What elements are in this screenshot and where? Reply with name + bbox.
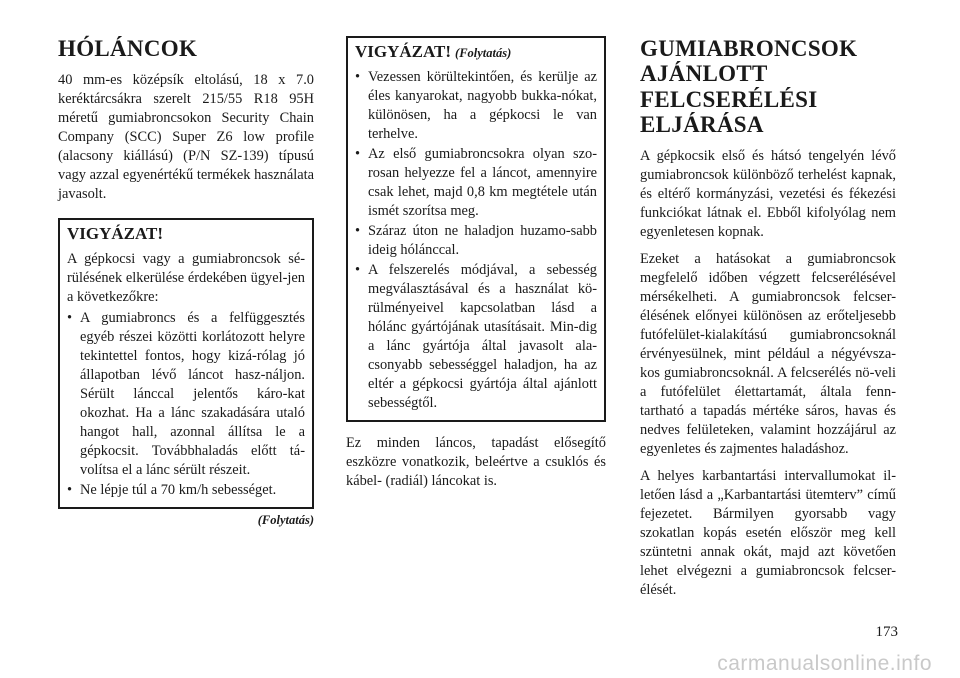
continued-note: (Folytatás): [257, 513, 314, 528]
section-title-tire-rotation: [640, 36, 896, 137]
warning-item: • Száraz úton ne haladjon huzamo-sabb ideig hólánccal.: [355, 222, 597, 260]
warning-item: • A felszerelés módjával, a sebesség megválasztásával és a használat kö-rülményeivel kapcsolatban lásd a hólánc gyártójának utasításait. Min-dig a lánc gyártója által javasolt ala-csonyabb sebességgel haladjon, ha az eltér a gépkocsi gyártója által ajánlott sebességtől.: [355, 261, 597, 413]
warning-title-text: VIGYÁZAT!: [355, 42, 452, 61]
chains-note: Ez minden láncos, tapadást elősegítő eszközre vonatkozik, beleértve a csuklós és kábel- (radiál) láncokat is.: [346, 435, 606, 489]
column-right: [640, 36, 896, 608]
warning-item: • Az első gumiabroncsokra olyan szo-rosan helyezze fel a láncot, amennyire csak lehet, majd 0,8 km megtétele után ismét szorítsa meg.: [355, 145, 597, 221]
snow-chains-intro: 40 mm-es középsík eltolású, 18 x 7.0 keréktárcsákra szerelt 215/55 R18 95H méretű gumiabroncsokon Security Chain Company (SCC) Super Z6 low profile (alacsony kiállású) (P/N SZ-139) típusú vagy azzal egyenértékű termékek használata javasolt.: [58, 72, 314, 203]
warning-item: • Vezessen körültekintően, és kerülje az éles kanyarokat, nagyobb bukka-nókat, különösen, ha a gépkocsi le van terhelve.: [355, 68, 597, 144]
title-line: FELCSERÉLÉSI: [640, 86, 818, 112]
title-line: AJÁNLOTT: [640, 61, 768, 87]
warning-item: • A gumiabroncs és a felfüggesztés egyéb részei közötti korlátozott helyre tekintettel fontos, hogy kizá-rólag jó állapotban lévő láncot hasz-náljon. Sérült lánccal jelentős káro-kat okozhat. Ha a lánc szakadására utaló hangot hall, azonnal állítsa le a gépkocsit. Továbbhaladás előtt tá-volítsa el a lánc sérült részeit.: [67, 309, 305, 480]
watermark: carmanualsonline.info: [717, 652, 932, 675]
warning-list: [355, 68, 597, 413]
rotation-paragraph: Ezeket a hatásokat a gumiabroncsok megfelelő időben végzett felcserélésével mérsékelheti. A gumiabroncsok felcser-élésének előnyei különösen az erőteljesebb futófelület-kialakítású gumiabroncsoknál érvényesülnek, mint például a négyévsza-kos gumiabroncsoknál. A felcserélés nö-veli a futófelület élettartamát, általa fenn-tartható a tapadás mértéke sáros, havas és nedves felületeken, valamint hozzájárul az egyenletes és zajmentes haladáshoz.: [640, 251, 896, 458]
warning-box-continued: [346, 36, 606, 422]
rotation-paragraph: A helyes karbantartási intervallumokat il-letően lásd a „Karbantartási ütemterv” című fejezetet. Bármilyen gyorsabb vagy szokatlan kopás esetén először meg kell szüntetni annak okát, majd azt követően lehet elvégezni a gumiabroncsok felcser-élését.: [640, 468, 896, 599]
column-middle: [346, 36, 606, 499]
title-line: ELJÁRÁSA: [640, 111, 764, 137]
warning-title: [355, 42, 597, 62]
warning-box: [58, 218, 314, 509]
warning-lead: A gépkocsi vagy a gumiabroncsok sé-rülésének elkerülése érdekében ügyel-jen a következőkre:: [67, 251, 305, 306]
title-line: GUMIABRONCSOK: [640, 36, 858, 61]
page-number: 173: [875, 624, 898, 640]
section-title-snow-chains: HÓLÁNCOK: [58, 36, 198, 61]
rotation-paragraph: A gépkocsik első és hátsó tengelyén lévő gumiabroncsok különböző terhelést kapnak, és eltérő kormányzási, vezetési és fékezési funkciókat látnak el. Ebből kifolyólag nem egyenletesen kopnak.: [640, 148, 896, 241]
warning-title: VIGYÁZAT!: [67, 224, 164, 244]
warning-list: [67, 309, 305, 500]
warning-title-continued: (Folytatás): [455, 46, 512, 60]
column-left: [58, 36, 314, 528]
warning-item: • Ne lépje túl a 70 km/h sebességet.: [67, 481, 305, 500]
